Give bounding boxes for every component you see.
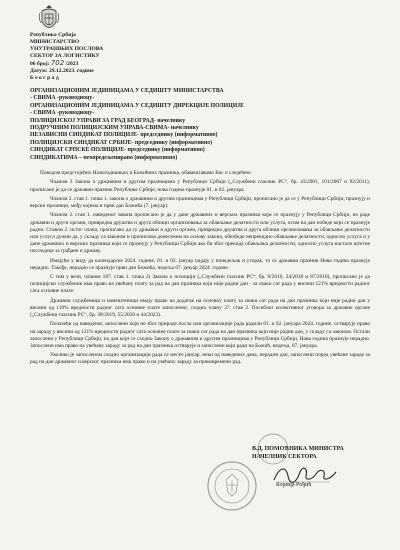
reference-number-prefix: 06 број: [30,61,50,67]
letterhead-country: Република Србија [30,32,76,38]
letterhead-ministry-name: УНУТРАШЊИХ ПОСЛОВА [30,46,104,52]
document-date: Датум: 29.12.2023. године [30,68,94,74]
signatory-name: Борица Рођић [276,481,312,488]
body-paragraph: Полазећи од наведеног, запослени који не због природе посла или организације рада радили 01. и 02. јануара 2024. године, остварује право на зараду у висини од 121% вредности радног сата основне плате за сваки сат рада на дан празника који није радни дан, у складу са законом. Остали запослени у Републици Србији, на дан који се сходно Закону о државним и другим празницима у Републици Србији, Нова година празнује нерадно. Запослени има право на увећану зараду за рад на дан празника остварује и запослени који ради на Божић, недеља, 07. јануара. [30,321,370,349]
document-city: Б е о г р а д [30,75,59,81]
body-paragraph: Поводом предстојећих Новогодишњих и Божићних празника, обавештавамо Вас о следећем: [40,170,252,177]
letterhead [30,32,190,82]
body-paragraph: Државни службеници и намештеници имају право на додатак на основну плату за сваки сат рада на дан празника који није радни дан у висини од 110% вредности радног сата основне плате запосленог, сходно члану 37. став 2. Посебног колективног уговора за државне органе („Службени гласник РС“, бр. 38/2019, 55/2020 и 44/2023). [30,297,370,318]
recipient-line: ОРГАНИЗАЦИОНИМ ЈЕДИНИЦАМА У СЕДИШТУ ДИРЕКЦИЈЕ ПОЛИЦИЈЕ [30,102,244,109]
coat-of-arms-icon [38,4,60,34]
recipient-line: ПОЛИЦИЈСКОЈ УПРАВИ ЗА ГРАД БЕОГРАД- начелнику [30,117,186,124]
recipient-line: - СВИМА -руководиоцу- [30,95,95,102]
official-seal-icon [206,460,258,512]
letterhead-sector: СЕКТОР ЗА ЛОГИСТИКУ [30,53,100,59]
recipient-line: - СВИМА -руководиоцу- [30,110,95,117]
reference-number [30,60,190,68]
reference-number-handwritten: 702 [50,59,65,67]
signatory-position: НАЧЕЛНИК СЕКТОРА [252,453,317,460]
body-paragraph: Чланом 2. став 1. тачка 1. закона о државним и другим празницима у Републици Србији, прописано је да се у Републици Србији, празнују и верски празници, међу којима и први дан Божића (7. јануар). [30,195,370,210]
recipient-line: НЕЗАВИСНИ СИНДИКАТ ПОЛИЦИЈЕ- председнику (информативно) [30,132,218,139]
recipient-line: ПОЛИЦИЈСКИ СИНДИКАТ СРБИЈЕ- председнику (информативно) [30,139,213,146]
body-paragraph: Уколико је запосленом сходно организацији рада се месеч јануар, неки од наведених дана, нерадни дан, запослени поред увећане зараде за рад на дан државног и верског празника има право и на увећану зараду за прековремени рад. [30,352,370,366]
body-paragraph: Чланом 3. став 1. наведеног закона прописано је да у дане државних и верских празника који се празнују у Републици Србији, не раде државни и други органи, привредна друштва и друга облици организовања за обављање делатности или услуга, осим на дан победе који се празнује радно. Ставом 2. истог члана, прописано да су државни и други органи, привредна друштва и друга облици организовања за обављање делатности или услуга дужни да, у складу са законом и прописима донесеним на основу закона, обезбеде непрекидно обављање делатности, односно услуга и у дане државних и верских празника који се празнују у Републици Србији ако би због прекида обављања делатности, односно услуга настале штетне последице за грађане и државу. [30,212,370,255]
body-paragraph: С тим у вези, чланом 187. став 1. тачка 2) Закона о полицији („Службени гласник РС“, бр. 6/2016, 24/2018 и 87/2018), прописано је да полицијски службеник има право на увећану плату за рад на дан празника који није радни дан - за сваки сат рада у висини 121% вредности радног сата основне плате. [30,274,370,295]
signatory-title: В.Д. ПОМОЋНИКА МИНИСТРА [252,446,344,452]
recipient-line: ОРГАНИЗАЦИОНИМ ЈЕДИНИЦАМА У СЕДИШТУ МИНИСТАРСТВА [30,88,224,94]
recipient-line: СИНДИКАТИМА – неопредељенирано (информативно) [30,154,178,161]
letter-body [30,170,370,366]
recipient-line: ПОДРУЧНИМ ПОЛИЦИЈСКИМ УПРАВА-СВИМА- начелнику [30,125,199,132]
recipient-list [30,88,370,162]
recipient-line: СИНДИКАТ СРПСКЕ ПОЛИЦИЈЕ- председнику (информативно) [30,147,205,154]
reference-number-suffix: /2023 [65,61,79,67]
handwritten-signature-icon [270,462,340,486]
body-paragraph: Имајући у виду да календарске 2024. године, 01. и 02. јануар падају у понедељак и уторак, то се државни празник Нова година празнује нерадно. Такође, нерадно се празнује први дан Божића, недеља 07. јануар 2024. године. [30,257,370,271]
letterhead-ministry: МИНИСТАРСТВО [30,39,80,45]
body-paragraph: Чланом 3 Закона о државним и другим празницима у Републици Србији („Службени гласник РС“, бр. 43/2001, 101/2007 и 92/2011), прописано је да се државни празник Републике Србије, нова година празнује 01. и 02. јануара. [30,179,370,193]
